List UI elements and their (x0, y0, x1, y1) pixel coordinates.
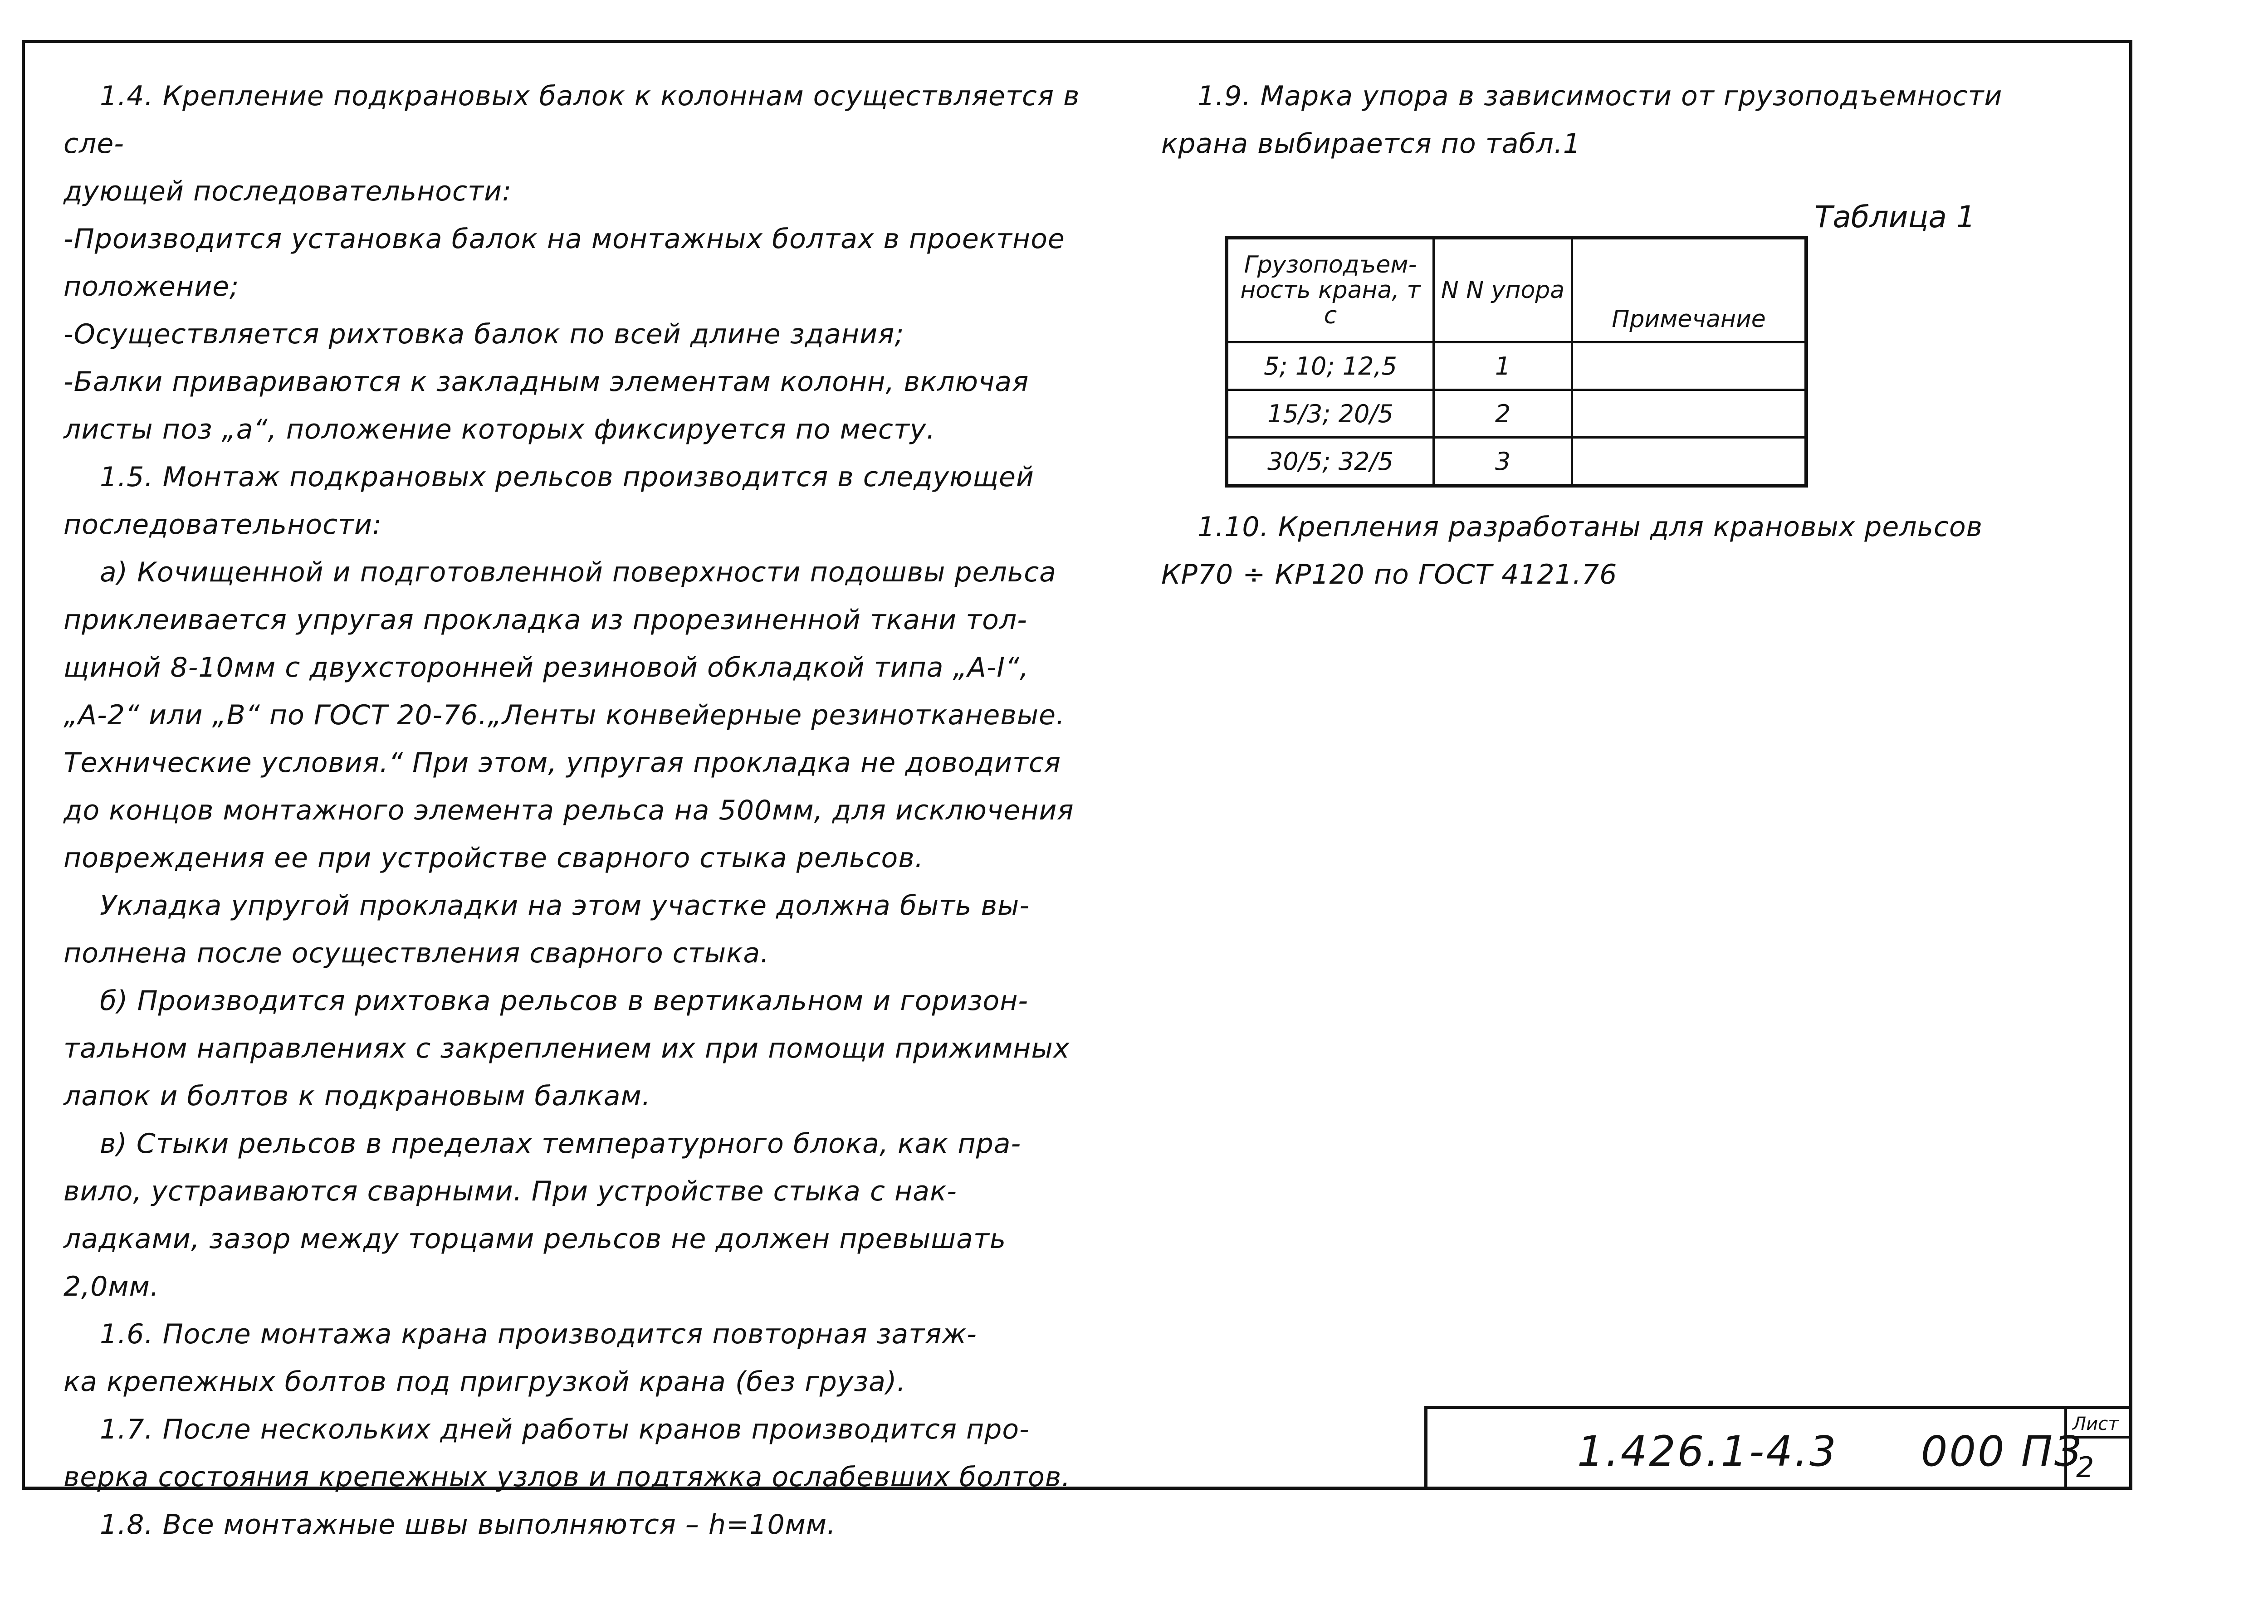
para-1-4-line-1: 1.4. Крепление подкрановых балок к колоннам осуществляется в сле- (64, 80, 1080, 160)
cell-capacity: 30/5; 32/5 (1227, 438, 1434, 486)
para-1-10-line-1: 1.10. Крепления разработаны для крановых рельсов (1198, 511, 1983, 543)
title-block-stamp (1424, 1406, 2132, 1490)
para-1-6-line-1: 1.6. После монтажа крана производится повторная затяж- (100, 1318, 977, 1350)
para-1-4-line-4: положение; (64, 271, 240, 302)
para-1-7-line-2: верка состояния крепежных узлов и подтяжка ослабевших болтов. (64, 1461, 1071, 1493)
para-1-5-line-7: Технические условия.“ При этом, упругая прокладка не доводится (64, 747, 1061, 779)
para-1-7-line-1: 1.7. После нескольких дней работы кранов производится про- (100, 1414, 1030, 1445)
header-stop-number: N N упора (1434, 238, 1572, 342)
right-text-column (1161, 73, 2114, 168)
para-1-5-line-5: щиной 8-10мм с двухсторонней резиновой обкладкой типа „А-I“, (64, 652, 1029, 683)
cell-capacity: 15/3; 20/5 (1227, 390, 1434, 438)
document-code-number: 1.426.1-4.3 (1577, 1427, 1838, 1476)
cell-capacity: 5; 10; 12,5 (1227, 342, 1434, 390)
table-header-row (1227, 238, 1806, 342)
para-1-5-line-11: полнена после осуществления сварного стыка. (64, 937, 770, 969)
para-1-5-line-8: до концов монтажного элемента рельса на 500мм, для исключения (64, 795, 1074, 826)
table-caption: Таблица 1 (1814, 200, 1975, 234)
sheet-number-cell (2064, 1409, 2132, 1490)
para-1-5-line-16: вило, устраиваются сварными. При устройстве стыка с нак- (64, 1175, 957, 1207)
cell-note (1572, 342, 1807, 390)
para-1-8: 1.8. Все монтажные швы выполняются – h=10мм. (100, 1509, 836, 1541)
para-1-5-line-9: повреждения ее при устройстве сварного стыка рельсов. (64, 842, 924, 874)
para-1-4-line-2: дующей последовательности: (64, 176, 512, 207)
para-1-4-line-6: -Балки привариваются к закладным элементам колонн, включая (64, 366, 1029, 398)
para-1-5-line-18: 2,0мм. (64, 1271, 160, 1302)
right-text-column-lower (1161, 503, 2114, 599)
para-1-5-line-10: Укладка упругой прокладки на этом участке должна быть вы- (100, 890, 1030, 922)
para-1-6-line-2: ка крепежных болтов под пригрузкой крана (без груза). (64, 1366, 906, 1398)
table-row (1227, 438, 1806, 486)
para-1-5-line-3: а) Кочищенной и подготовленной поверхности подошвы рельса (100, 556, 1056, 588)
para-1-4-line-3: -Производится установка балок на монтажных болтах в проектное (64, 223, 1065, 255)
para-1-5-line-12: б) Производится рихтовка рельсов в вертикальном и горизон- (100, 985, 1029, 1017)
para-1-9-line-2: крана выбирается по табл.1 (1161, 128, 1581, 160)
header-note: Примечание (1572, 238, 1807, 342)
cell-stop-number: 2 (1434, 390, 1572, 438)
para-1-10-line-2: КР70 ÷ КР120 по ГОСТ 4121.76 (1161, 559, 1618, 590)
para-1-5-line-13: тальном направлениях с закреплением их при помощи прижимных (64, 1033, 1070, 1064)
para-1-5-line-4: приклеивается упругая прокладка из прорезиненной ткани тол- (64, 604, 1027, 636)
para-1-5-line-2: последовательности: (64, 509, 382, 541)
header-capacity: Грузоподъем-ность крана, т с (1227, 238, 1434, 342)
para-1-9-line-1: 1.9. Марка упора в зависимости от грузоподъемности (1198, 80, 2003, 112)
table-row (1227, 342, 1806, 390)
sheet-number: 2 (2076, 1451, 2094, 1484)
para-1-4-line-5: -Осуществляется рихтовка балок по всей длине здания; (64, 318, 904, 350)
para-1-5-line-1: 1.5. Монтаж подкрановых рельсов производится в следующей (100, 461, 1034, 493)
cell-note (1572, 438, 1807, 486)
left-text-column (64, 73, 1143, 1549)
sheet-label: Лист (2072, 1414, 2119, 1434)
cell-note (1572, 390, 1807, 438)
para-1-5-line-6: „А-2“ или „В“ по ГОСТ 20-76.„Ленты конвейерные резинотканевые. (64, 699, 1066, 731)
cell-stop-number: 1 (1434, 342, 1572, 390)
stop-marks-table (1225, 236, 1808, 488)
document-code (1577, 1427, 2083, 1476)
para-1-5-line-15: в) Стыки рельсов в пределах температурного блока, как пра- (100, 1128, 1022, 1160)
para-1-5-line-14: лапок и болтов к подкрановым балкам. (64, 1080, 651, 1112)
table-row (1227, 390, 1806, 438)
para-1-5-line-17: ладками, зазор между торцами рельсов не должен превышать (64, 1223, 1007, 1255)
sheet-cell-divider (2067, 1436, 2132, 1439)
cell-stop-number: 3 (1434, 438, 1572, 486)
para-1-4-line-7: листы поз „а“, положение которых фиксируется по месту. (64, 414, 936, 445)
document-type: 000 ПЗ (1921, 1427, 2083, 1476)
